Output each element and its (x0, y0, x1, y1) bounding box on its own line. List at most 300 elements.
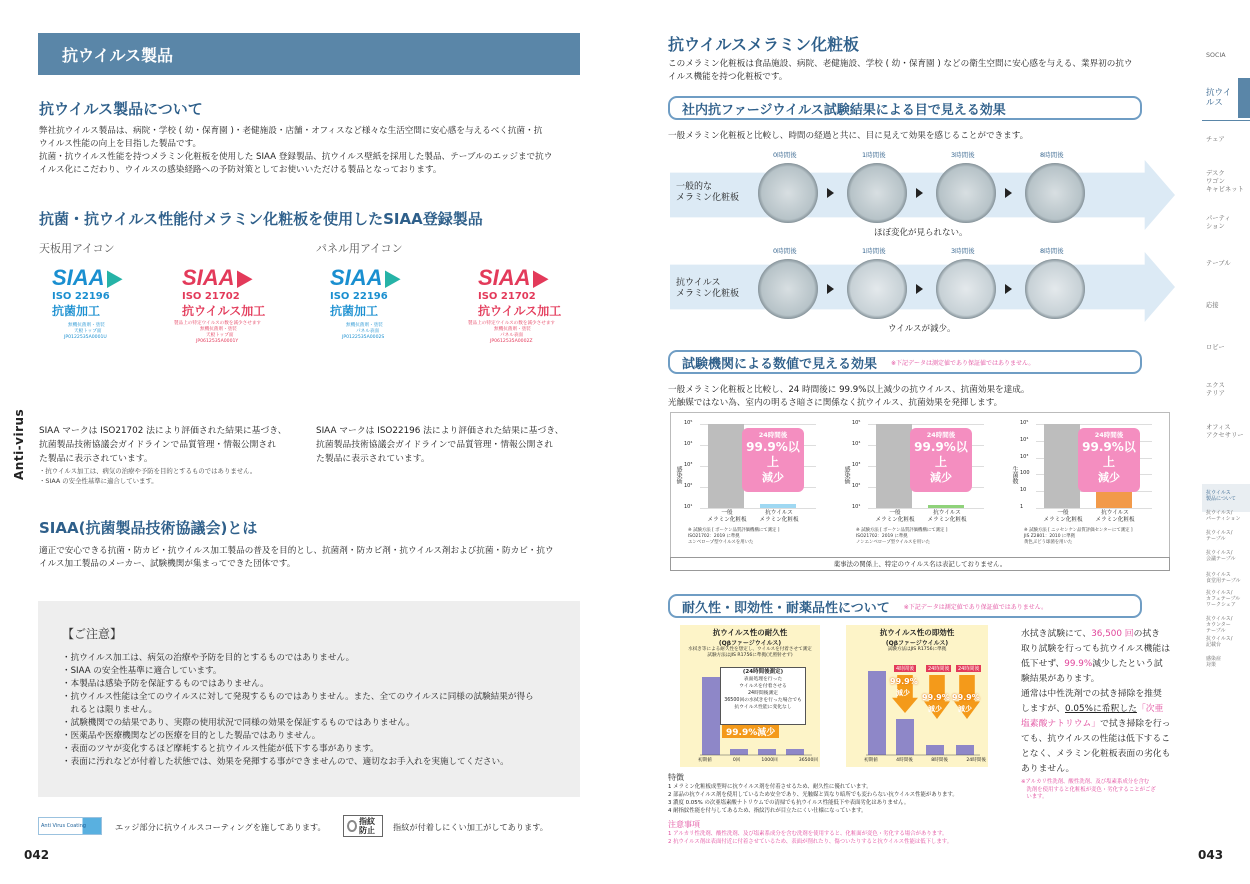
dur-box-line: ウイルスを付着させる (739, 684, 787, 689)
dur-bar (786, 749, 804, 755)
side-note-line: います。 (1021, 794, 1048, 800)
caution-item: ・抗ウイルス性能は全てのウイルスに対して発現するものではありません。また、全てのウイルスに同様の試験結果が得ら (62, 692, 534, 702)
chart-tick: 100 (1020, 470, 1030, 477)
caution-item: ・SIAA の安全性基準に適合しています。 (62, 666, 222, 676)
fingerprint-badge (343, 815, 383, 837)
row2-label (676, 278, 739, 300)
bar-chart (1012, 418, 1162, 554)
chart-tick: 10² (684, 483, 693, 489)
petri-dish (847, 259, 907, 319)
about-title: 抗ウイルス製品について (39, 100, 203, 118)
petri-dish (1025, 259, 1085, 319)
nav-item[interactable] (1206, 302, 1219, 310)
nav-item-label: エクス (1206, 382, 1225, 389)
caution-list (62, 652, 556, 769)
chart-tick: 10⁴ (684, 441, 693, 447)
siaa-desc-right (316, 424, 586, 466)
chart-foot (688, 528, 780, 546)
panel-icon-label: パネル用アイコン (316, 242, 403, 255)
wipe-text (1021, 627, 1177, 777)
dur-box-line: 24時間後測定 (747, 691, 779, 696)
wipe-line: 通常は中性洗剤での拭き掃除を推奨 (1021, 689, 1162, 699)
chart-category-line: メラミン化粧板 (759, 517, 799, 523)
chart-note-box (670, 557, 1170, 571)
coating-logo (38, 817, 102, 835)
siaa-line: JP0122535A0002S (342, 335, 385, 340)
nav-subitem[interactable] (1206, 572, 1241, 584)
sec2-line: 一般メラミン化粧板と比較し、24 時間後に 99.9%以上減少の抗ウイルス、抗菌効果を達成。 (668, 385, 1030, 395)
desc-line: た製品に表示されています。 (39, 454, 153, 464)
dur-sub: (Qβファージウイルス) (718, 640, 782, 647)
desc-line: 抗菌製品技術協議会ガイドラインで品質管理・情報公開され (39, 440, 276, 450)
chart-gridline (700, 508, 816, 509)
wipe-highlight: 「次亜 (1136, 704, 1164, 714)
chart-foot-line: エンベロープ型ウイルスを用いた (688, 540, 754, 545)
siaa-icon-block (40, 265, 170, 405)
dur-callout (720, 667, 806, 725)
nav-subitem[interactable] (1206, 530, 1232, 542)
caution-title: 【ご注意】 (62, 627, 123, 641)
spd-xlabel: 24時間後 (966, 758, 986, 763)
nav-item-label: オフィス (1206, 424, 1231, 431)
nav-item[interactable] (1206, 260, 1231, 268)
nav-subitem[interactable] (1206, 490, 1236, 502)
wipe-seg: しますが、 (1021, 704, 1065, 714)
fingerprint-text: 指紋が付着しにくい加工がしてあります。 (393, 822, 548, 832)
sec2-header (668, 350, 1142, 374)
spd-bar (868, 671, 886, 755)
nav-subitem-label: 抗ウイルス/ (1206, 550, 1233, 556)
arrow-right-icon (1005, 284, 1012, 294)
chart-tick: 10⁵ (852, 420, 861, 426)
chart-ylabel: 感染価 (675, 466, 682, 484)
time-label: 8時間後 (1040, 151, 1064, 159)
siaa-mark (52, 265, 170, 291)
chart-callout-hours: 24時間後 (1094, 431, 1124, 439)
wipe-line (1021, 717, 1177, 732)
chart-foot (856, 528, 948, 546)
chart-callout-big: 99.9%以上 (746, 440, 800, 469)
desc-line: SIAA マークは ISO22196 法により評価された結果に基づき、 (316, 426, 564, 436)
wipe-line: ありません。 (1021, 764, 1075, 774)
wipe-seg: で拭き掃除を行っ (1100, 719, 1171, 729)
siaa-line: 天板トップ面 (206, 333, 234, 338)
chart-category-line: メラミン化粧板 (707, 517, 747, 523)
wipe-line (1021, 627, 1177, 642)
chart-callout-hours: 24時間後 (758, 431, 788, 439)
nav-item-label: ロビー (1206, 344, 1225, 351)
desc-note: ・SIAA の安全性基準に適合しています。 (39, 477, 158, 485)
nav-item-label: SOCIA (1206, 52, 1226, 59)
time-label: 1時間後 (862, 151, 886, 159)
desc-line: た製品に表示されています。 (316, 454, 430, 464)
chart-category-line: 一般 (889, 510, 901, 516)
caution-item: ・本製品は感染予防を保証するものではありません。 (62, 679, 269, 689)
nav-item-label: 抗ウイ (1206, 88, 1232, 98)
chart-foot-line: ※ 試験方法 [ ボーケン品質評価機構にて測定 ] (856, 528, 948, 533)
siaa-line: 無機抗菌剤・塗装 (200, 327, 237, 332)
chart-foot-line: ※ 試験方法 [ ボーケン品質評価機構にて測定 ] (688, 528, 780, 533)
petri-dish (847, 163, 907, 223)
left-banner (38, 33, 580, 75)
durability-chart (680, 625, 820, 767)
spd-tag: 24時間後 (928, 666, 950, 672)
petri-dish (758, 259, 818, 319)
chart-foot-line: JIS Z2801：2010 に準拠 (1024, 534, 1076, 539)
feature-item: 2 部品の抗ウイルス剤を使用しているため安全であり、光触媒と異なり暗所でも変わらない抗ウイルス性能があります。 (668, 792, 958, 798)
top-icon-label: 天板用アイコン (39, 242, 115, 255)
chart-foot-line: 黄色ぶどう球菌を用いた (1024, 540, 1073, 545)
chart-callout-small: 減少 (930, 471, 952, 484)
siaa-mark-text: SIAA (182, 265, 235, 290)
nav-active-line (1202, 120, 1250, 121)
chart-category-line: メラミン化粧板 (875, 517, 915, 523)
row-label-line: 一般的な (676, 182, 713, 192)
assoc-body (39, 545, 584, 571)
spd-bar (956, 745, 974, 755)
chart-gridline (1036, 508, 1152, 509)
dur-xlabels (698, 757, 818, 763)
chart-category-line: メラミン化粧板 (1095, 517, 1135, 523)
nav-subitem-label: テーブル (1206, 536, 1226, 542)
fingerprint-icon (347, 820, 357, 832)
siaa-icon-block (318, 265, 448, 405)
warning-item: 2 抗ウイルス剤は表面付近に付着させているため、表面が削れたり、傷ついたりすると抗ウイルス性能は低下します。 (668, 839, 953, 845)
features (668, 772, 1018, 846)
nav-item[interactable] (1206, 215, 1231, 231)
sec2-line: 光触媒ではない為、室内の明るさ暗さに関係なく抗ウイルス、抗菌効果を発揮します。 (668, 398, 1003, 408)
wipe-seg: 低下せず、 (1021, 659, 1065, 669)
chart-callout-hours: 24時間後 (926, 431, 956, 439)
nav-item[interactable] (1206, 136, 1225, 144)
nav-subitem-label: テーブル (1206, 628, 1226, 634)
siaa-mark-text: SIAA (330, 265, 383, 290)
chart-tick: 10³ (852, 462, 861, 468)
chart-ylabel: 感染価 (843, 466, 850, 484)
sec2-title: 試験機関による数値で見える効果 (682, 356, 878, 372)
spd-xlabel: 4時間後 (896, 758, 913, 763)
sec1-header (668, 96, 1142, 120)
intro-line: このメラミン化粧板は食品施設、病院、老健施設、学校 ( 幼・保育園 ) などの衛生空間に安心感を与える、業界初の抗ウ (668, 59, 1133, 69)
wipe-seg: 水拭き試験にて、 (1021, 629, 1092, 639)
nav-item[interactable] (1206, 52, 1226, 60)
siaa-kind: 抗ウイルス加工 (478, 304, 562, 318)
chart-foot-line: ノンエンベロープ型ウイルスを用いた (856, 540, 930, 545)
assoc-line: イルス加工製品のメーカー、試験機関が集まってできた団体です。 (39, 559, 296, 569)
chart-callout-big: 99.9%以上 (914, 440, 968, 469)
siaa-line: 製品上の特定ウイルスの数を減少させます (468, 321, 556, 326)
wipe-line (1021, 657, 1177, 672)
features-title: 特徴 (668, 773, 684, 782)
arrow-right-icon (916, 188, 923, 198)
siaa-mark-text: SIAA (478, 265, 531, 290)
nav-subitem-label: 記載台 (1206, 642, 1222, 648)
spd-small: 減少 (928, 705, 942, 713)
dur-bar (758, 749, 776, 755)
siaa-line: JP0612535A0001Y (196, 339, 239, 344)
dur-xlabel: 0回 (732, 758, 741, 763)
nav-item[interactable] (1206, 170, 1244, 194)
spd-bar (896, 719, 914, 755)
left-banner-title: 抗ウイルス製品 (62, 45, 174, 65)
spd-method: 試験方法はJIS R1756に準拠 (887, 647, 947, 652)
row2-caption: ウイルスが減少。 (888, 324, 956, 334)
chart-callout (1078, 428, 1140, 492)
siaa-iso: ISO 21702 (478, 291, 536, 302)
petri-dish (1025, 163, 1085, 223)
spd-small: 減少 (958, 705, 972, 713)
siaa-line: 無機抗菌剤・塗装 (346, 323, 383, 328)
chart-tick: 10¹ (684, 504, 693, 510)
nav-subitem-label: 感染症 (1206, 656, 1222, 662)
caution-item: ・試験機関での結果であり、実際の使用状況で同様の効果を保証するものではありません。 (62, 718, 415, 728)
siaa-line: 製品上の特定ウイルスの数を減少させます (174, 321, 262, 326)
nav-subitem-label: 抗ウイルス/ (1206, 616, 1233, 622)
about-line: 弊社抗ウイルス製品は、病院・学校 ( 幼・保育園 )・老健施設・店舗・オフィスなど様々な生活空間に安心感を与えるべく抗菌・抗 (39, 126, 543, 136)
siaa-mark-text: SIAA (52, 265, 105, 290)
sec2-note: ※下記データは測定値であり保証値ではありません。 (891, 359, 1035, 367)
spd-xlabel: 8時間後 (931, 758, 948, 763)
right-intro (668, 58, 1178, 84)
time-label: 1時間後 (862, 247, 886, 255)
assoc-title: SIAA(抗菌製品技術協議会)とは (39, 519, 258, 537)
petri-dish (936, 163, 996, 223)
siaa-title: 抗菌・抗ウイルス性能付メラミン化粧板を使用したSIAA登録製品 (39, 210, 483, 228)
side-note-line: ※アルカリ性洗剤、酸性洗剤、及び塩素系成分を含む (1021, 779, 1150, 785)
wipe-underline: 0.05%に希釈した (1065, 704, 1137, 714)
about-line: イルス化にこだわり、ウイルスの感染経路への予防対策としてお使いいただける製品となっております。 (39, 165, 442, 175)
row-label-line: メラミン化粧板 (676, 193, 740, 203)
nav-subitem-label: 抗ウイルス (1206, 572, 1231, 578)
nav-item-label: デスク (1206, 170, 1225, 177)
feature-item: 3 濃度 0.05% の次亜塩素酸ナトリウムでの清掃でも抗ウイルス性能低下や表面劣化はありません。 (668, 800, 910, 806)
assoc-line: 適正で安心できる抗菌・防カビ・抗ウイルス加工製品の普及を目的とし、抗菌剤・防カビ剤・抗ウイルス剤および抗菌・防カビ・抗ウ (39, 546, 554, 556)
nav-subitem[interactable] (1206, 510, 1241, 522)
nav-item[interactable] (1206, 382, 1225, 398)
chart-tick: 10³ (1020, 453, 1029, 460)
siaa-iso: ISO 21702 (182, 291, 240, 302)
page-number-left: 042 (24, 848, 50, 862)
wipe-highlight: 塩素酸ナトリウム」 (1021, 719, 1101, 729)
dur-box-line: (24時間後測定) (742, 669, 784, 675)
time-label: 3時間後 (951, 151, 975, 159)
nav-subitem-label: 抗ウイルス (1206, 490, 1231, 496)
dur-xlabel: 初期値 (698, 758, 712, 763)
siaa-line: 無機抗菌剤・塗装 (494, 327, 531, 332)
caution-item: ・抗ウイルス加工は、病気の治療や予防を目的とするものではありません。 (62, 653, 355, 663)
chart-callout-big: 99.9%以上 (1082, 440, 1136, 469)
row1-label (676, 182, 739, 204)
desc-note: ・抗ウイルス加工は、病気の治療や予防を目的とするものではありません。 (39, 467, 257, 475)
chart-category-line: 抗ウイルス (1101, 510, 1129, 516)
nav-item-label: キャビネット (1206, 186, 1244, 193)
chart-tick: 1 (1020, 504, 1024, 510)
caution-item: ・医薬品や医療機関などの医療を目的とした製品ではありません。 (62, 731, 321, 741)
siaa-kind: 抗菌加工 (52, 304, 101, 318)
spd-big: 99.9% (952, 693, 980, 702)
spd-big: 99.9% (922, 693, 950, 702)
siaa-mark (478, 265, 578, 291)
chart-tick: 10¹ (852, 504, 861, 510)
chart-category (1036, 510, 1090, 524)
siaa-line: 無機抗菌剤・塗装 (68, 323, 105, 328)
wipe-line: ても、抗ウイルスの性能は低下するこ (1021, 734, 1171, 744)
siaa-iso: ISO 22196 (330, 291, 388, 302)
chart-note: 薬事法の関係上、特定のウイルス名は表記しておりません。 (833, 560, 1007, 568)
warnings-title: 注意事項 (668, 820, 700, 829)
nav-item-label: チェア (1206, 136, 1225, 143)
nav-subitem[interactable] (1206, 616, 1232, 634)
siaa-flag-icon (107, 270, 123, 288)
chart-bar (1044, 424, 1080, 508)
sec3-header (668, 594, 1142, 618)
chart-category-line: 抗ウイルス (933, 510, 961, 516)
desc-line: SIAA マークは ISO21702 法により評価された結果に基づき、 (39, 426, 287, 436)
chart-category (920, 510, 974, 524)
siaa-flag-icon (385, 270, 401, 288)
time-label: 8時間後 (1040, 247, 1064, 255)
nav-subitem[interactable] (1206, 550, 1236, 562)
siaa-mark (330, 265, 448, 291)
nav-item-label: ワゴン (1206, 178, 1225, 185)
nav-subitem-label: 抗ウイルス/ (1206, 510, 1233, 516)
chart-tick: 10⁴ (1020, 436, 1029, 443)
time-label: 3時間後 (951, 247, 975, 255)
spd-title: 抗ウイルス性の即効性 (879, 628, 955, 637)
chart-foot-line: ※ 試験方法 [ ニッセンケン品質評価センターにて測定 ] (1024, 528, 1133, 533)
siaa-line: JP0122535A0001U (64, 335, 107, 340)
petri-dish (758, 163, 818, 223)
chart-tick: 10² (852, 483, 861, 489)
chart-bar (928, 505, 964, 508)
about-line: 抗菌・抗ウイルス性能を持つメラミン化粧板を使用した SIAA 登録製品、抗ウイルス壁紙を採用した製品、テーブルのエッジまで抗ウ (39, 152, 553, 162)
nav-item[interactable] (1206, 344, 1225, 352)
chart-category-line: メラミン化粧板 (1043, 517, 1083, 523)
chart-foot (1024, 528, 1133, 546)
nav-subitem-label: パーティション (1206, 516, 1241, 522)
spd-xlabels (864, 757, 986, 763)
arrow-right-icon (827, 284, 834, 294)
spd-tag: 4時間後 (896, 666, 915, 672)
wipe-line: 験結果があります。 (1021, 674, 1100, 684)
nav-item-label: テリア (1206, 390, 1225, 397)
spd-big: 99.9% (890, 677, 918, 686)
nav-subitem[interactable] (1206, 656, 1221, 668)
nav-subitem-label: 製品について (1206, 496, 1236, 502)
chart-category (752, 510, 806, 524)
feature-item: 1 メラミン化粧板成型時に抗ウイルス剤を付着させるため、耐久性に優れています。 (668, 784, 872, 790)
dur-method: 試験方法はJIS R1756に準拠(光照射せず) (707, 653, 793, 658)
chart-callout-small: 減少 (762, 471, 784, 484)
warning-item: 1 アルカリ性洗剤、酸性洗剤、及び塩素系成分を含む洗剤を使用すると、化粧面が変色・劣化する場合があります。 (668, 831, 948, 837)
wipe-highlight: 36,500 回 (1091, 629, 1134, 639)
siaa-line: パネル表面 (356, 329, 379, 334)
sec3-note: ※下記データは測定値であり保証値ではありません。 (903, 603, 1048, 611)
nav-subitem-label: カフェテーブル (1206, 596, 1241, 602)
siaa-line: JP0612535A0002Z (490, 339, 533, 344)
chart-category-line: メラミン化粧板 (927, 517, 967, 523)
siaa-flag-icon (237, 270, 253, 288)
chart-category-line: 一般 (1057, 510, 1069, 516)
chart-tick: 10⁴ (852, 441, 861, 447)
siaa-kind: 抗菌加工 (330, 304, 379, 318)
siaa-icon-block (170, 265, 300, 405)
nav-subitem[interactable] (1206, 590, 1240, 608)
chart-callout (910, 428, 972, 492)
chart-tick: 10⁵ (684, 420, 693, 426)
coating-text: エッジ部分に抗ウイルスコーティングを施してあります。 (115, 822, 326, 832)
nav-item[interactable] (1206, 424, 1244, 440)
siaa-desc-left (39, 424, 309, 486)
intro-line: イルス機能を持つ化粧板です。 (668, 72, 788, 82)
bar-chart (844, 418, 994, 554)
side-note-line: 洗剤を使用すると化粧板が変色・劣化することがござ (1021, 786, 1156, 793)
wipe-highlight: 99.9% (1064, 659, 1093, 669)
nav-item-label: パーティ (1206, 215, 1231, 222)
chart-callout (742, 428, 804, 492)
chart-bar (760, 504, 796, 508)
row-label-line: メラミン化粧板 (676, 289, 740, 299)
desc-line: 抗菌製品技術協議会ガイドラインで品質管理・情報公開され (316, 440, 553, 450)
row-label-line: 抗ウイルス (676, 278, 721, 288)
dur-xlabel: 36500回 (798, 758, 818, 763)
caution-item: ・表面のツヤが変化するほど摩耗すると抗ウイルス性能が低下する事があります。 (62, 744, 379, 754)
siaa-mark (182, 265, 300, 291)
fingerprint-label: 指紋防止 (359, 817, 375, 835)
chart-category (700, 510, 754, 524)
sec2-body (668, 384, 1029, 410)
siaa-iso: ISO 22196 (52, 291, 110, 302)
dur-bar (730, 749, 748, 755)
dur-box-line: 36500回の水拭きを行った場合でも (724, 698, 802, 703)
nav-item-label: アクセサリー (1206, 432, 1244, 439)
nav-subitem-label: 抗ウイルス/ (1206, 530, 1233, 536)
sec1-body: 一般メラミン化粧板と比較し、時間の経過と共に、目に見えて効果を感じることができます。 (668, 131, 1029, 141)
nav-item-label: ルス (1206, 98, 1223, 108)
nav-item[interactable] (1206, 88, 1231, 108)
about-body (39, 125, 584, 177)
siaa-flag-icon (533, 270, 549, 288)
chart-bar (708, 424, 744, 508)
arrow-right-icon (1005, 188, 1012, 198)
chart-category (868, 510, 922, 524)
nav-subitem-label: 抗ウイルス/ (1206, 590, 1233, 596)
dur-box-line: 表面処理を行った (743, 677, 783, 682)
nav-active-bar (1238, 78, 1250, 118)
petri-dish (936, 259, 996, 319)
dur-bar (702, 677, 720, 755)
nav-item-label: テーブル (1206, 260, 1231, 267)
right-title: 抗ウイルスメラミン化粧板 (668, 35, 860, 54)
spd-bar (926, 745, 944, 755)
nav-item-label: 応接 (1206, 302, 1219, 309)
nav-subitem-label: 抗ウイルス/ (1206, 636, 1233, 642)
spd-xlabel: 初期値 (864, 758, 878, 763)
wipe-seg: の拭き (1133, 629, 1160, 639)
bar-chart (676, 418, 826, 554)
spd-sub: (Qβファージウイルス) (885, 640, 949, 647)
siaa-line: パネル表面 (500, 333, 523, 338)
side-note (1021, 779, 1156, 802)
nav-subitem-label: 会議テーブル (1206, 556, 1236, 562)
row1-caption: ほぼ変化が見られない。 (874, 228, 968, 238)
chart-tick: 10⁵ (1020, 420, 1029, 426)
spd-tag: 24時間後 (958, 666, 980, 672)
dur-method: 水拭き等による耐久性を想定し、ウイルスを付着させて測定 (688, 647, 812, 652)
dur-big: 99.9%減少 (722, 725, 779, 738)
siaa-line: 天板トップ面 (74, 329, 102, 334)
nav-subitem[interactable] (1206, 636, 1232, 648)
